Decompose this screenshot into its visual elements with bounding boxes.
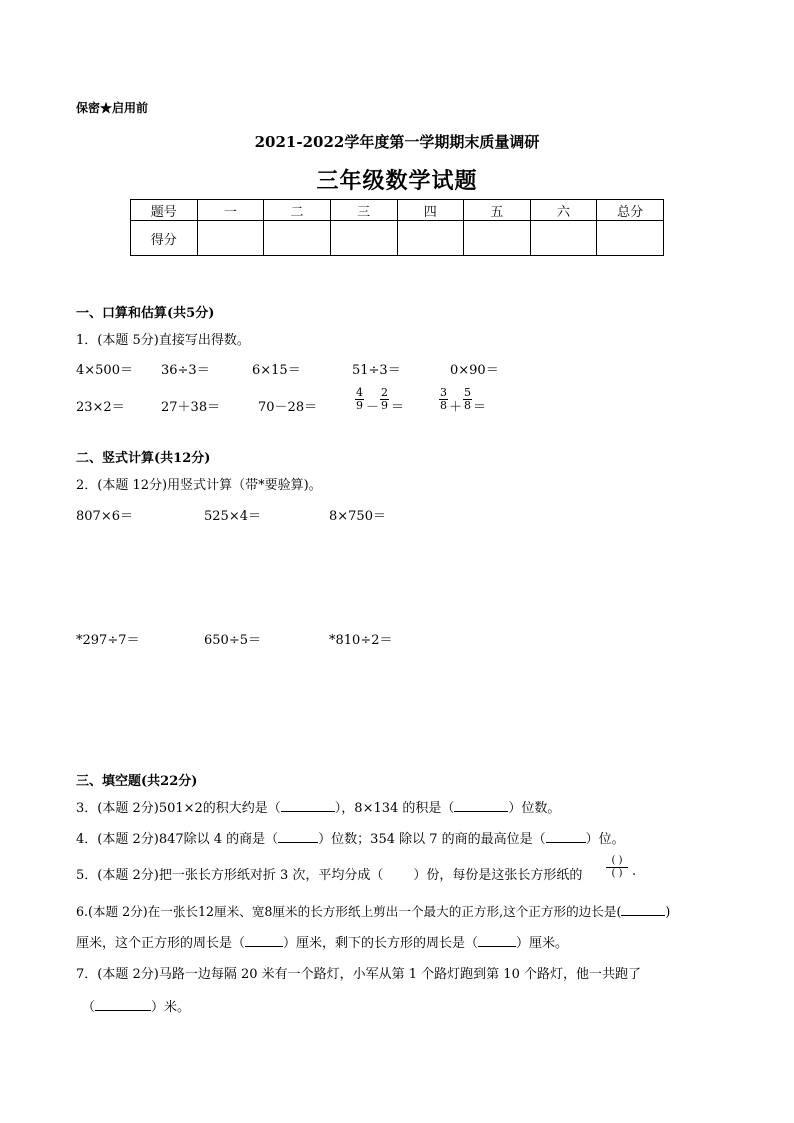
score-cell[interactable] — [530, 221, 597, 256]
score-header-cell: 题号 — [131, 200, 198, 221]
vertical-calc-item: 807×6＝ — [76, 509, 133, 524]
section2-heading: 二、竖式计算(共12分) — [76, 451, 211, 466]
fraction-numerator: 2 — [381, 386, 388, 399]
question-text: ）位。 — [585, 832, 625, 847]
calc-item: 51÷3＝ — [352, 363, 401, 378]
score-table-score-row — [131, 221, 664, 256]
section3-heading: 三、填空题(共22分) — [76, 774, 198, 789]
question-6-line2 — [76, 932, 568, 951]
score-cell[interactable] — [264, 221, 331, 256]
question-text: ) — [665, 904, 671, 919]
calc-item: 6×15＝ — [252, 363, 301, 378]
score-header-cell: 五 — [464, 200, 531, 221]
answer-blank[interactable] — [278, 830, 318, 843]
question-7-line2 — [82, 996, 190, 1015]
confidential-label: 保密★启用前 — [76, 101, 149, 115]
equals-sign: ＝ — [391, 400, 405, 415]
equals-sign: ＝ — [473, 400, 487, 415]
calc-item: 36÷3＝ — [161, 363, 210, 378]
question-1: 1．(本题 5分)直接写出得数。 — [76, 333, 250, 348]
fraction — [463, 387, 472, 412]
exam-subtitle: 2021-2022学年度第一学期期末质量调研 — [254, 133, 540, 151]
question-6 — [76, 901, 670, 920]
answer-blank[interactable] — [95, 998, 151, 1011]
fraction — [380, 387, 389, 412]
fraction-denominator: 8 — [464, 399, 471, 412]
question-text: 厘米，这个正方形的周长是（ — [76, 936, 246, 951]
score-table — [130, 199, 664, 256]
vertical-calc-item: 525×4＝ — [204, 509, 261, 524]
question-text: 6.(本题 2分)在一张长12厘米、宽8厘米的长方形纸上剪出一个最大的正方形,这个正方形的边长是( — [76, 904, 622, 919]
calc-item: 23×2＝ — [76, 400, 125, 415]
question-5 — [76, 864, 582, 883]
question-text: ）位数；354 除以 7 的商的最高位是（ — [318, 832, 546, 847]
score-cell[interactable] — [597, 221, 664, 256]
score-header-cell: 三 — [330, 200, 397, 221]
calc-item: 4×500＝ — [76, 363, 133, 378]
answer-blank[interactable] — [621, 903, 665, 916]
exam-title: 三年级数学试题 — [316, 168, 478, 194]
question-text: （ — [82, 1000, 96, 1015]
question-text: 3．(本题 2分)501×2的积大约是（ — [76, 801, 281, 816]
fraction-numerator: 4 — [356, 386, 363, 399]
vertical-calc-item: *810÷2＝ — [329, 633, 393, 648]
answer-blank[interactable] — [245, 934, 283, 947]
vertical-calc-item: 650÷5＝ — [204, 633, 261, 648]
fraction-denominator: 9 — [381, 399, 388, 412]
score-cell[interactable] — [197, 221, 264, 256]
fraction-denominator-blank[interactable]: ( ) — [611, 868, 623, 879]
score-header-cell: 四 — [397, 200, 464, 221]
score-cell[interactable] — [397, 221, 464, 256]
vertical-calc-item: 8×750＝ — [329, 509, 386, 524]
question-text: ）份，每份是这张长方形纸的 — [413, 868, 583, 883]
operator: ＋ — [449, 400, 463, 415]
fraction — [439, 387, 448, 412]
score-table-header-row — [131, 200, 664, 221]
question-end-mark: . — [632, 864, 637, 879]
calc-item: 70－28＝ — [258, 400, 318, 415]
fraction-denominator: 8 — [440, 399, 447, 412]
score-header-cell: 六 — [530, 200, 597, 221]
question-text: ）米。 — [151, 1000, 191, 1015]
question-text: ）厘米，剩下的长方形的周长是（ — [283, 936, 479, 951]
question-2: 2．(本题 12分)用竖式计算（带*要验算)。 — [76, 478, 322, 493]
question-text: 4．(本题 2分)847除以 4 的商是（ — [76, 832, 279, 847]
vertical-calc-item: *297÷7＝ — [76, 633, 140, 648]
answer-blank[interactable] — [546, 830, 586, 843]
score-header-cell: 二 — [264, 200, 331, 221]
question-3 — [76, 797, 560, 816]
score-header-cell: 一 — [197, 200, 264, 221]
answer-blank[interactable] — [454, 799, 508, 812]
score-header-cell: 总分 — [597, 200, 664, 221]
calc-item: 27＋38＝ — [161, 400, 221, 415]
fraction-denominator: 9 — [356, 399, 363, 412]
calc-item: 0×90＝ — [450, 363, 499, 378]
answer-blank[interactable] — [478, 934, 516, 947]
fraction — [355, 387, 364, 412]
question-text: ），8×134 的积是（ — [334, 801, 455, 816]
question-7: 7．(本题 2分)马路一边每隔 20 米有一个路灯，小军从第 1 个路灯跑到第 10 个路灯，他一共跑了 — [76, 967, 641, 982]
answer-blank[interactable] — [281, 799, 335, 812]
score-cell[interactable] — [330, 221, 397, 256]
section1-heading: 一、口算和估算(共5分) — [76, 306, 215, 321]
fraction-numerator: 3 — [440, 386, 447, 399]
question-text: ）厘米。 — [516, 936, 569, 951]
score-row-label: 得分 — [131, 221, 198, 256]
question-text: ）位数。 — [508, 801, 561, 816]
operator: － — [366, 400, 380, 415]
question-4 — [76, 828, 625, 847]
fraction-numerator: 5 — [464, 386, 471, 399]
fraction-answer-blank[interactable] — [606, 855, 628, 880]
question-text: 5．(本题 2分)把一张长方形纸对折 3 次，平均分成（ — [76, 868, 384, 883]
score-cell[interactable] — [464, 221, 531, 256]
fraction-numerator-blank[interactable]: ( ) — [606, 855, 628, 868]
